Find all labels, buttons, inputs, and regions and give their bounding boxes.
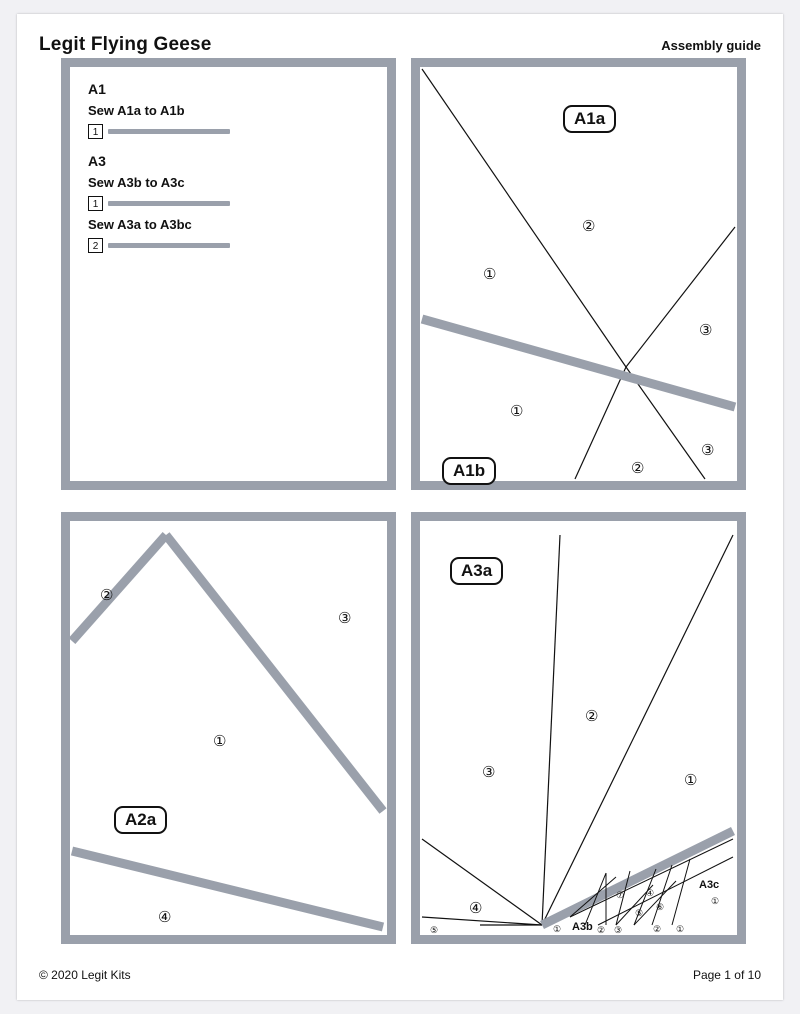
piece-label-a3c: A3c: [699, 879, 720, 891]
seam-number-marker: ②: [585, 708, 599, 725]
document-sheet: [17, 14, 783, 1000]
panel-a1: [411, 58, 746, 490]
seam-number-marker: ③: [338, 610, 352, 627]
instruction-list: [88, 81, 375, 255]
piece-label-a3a: A3a: [450, 557, 503, 585]
seam-number-marker: ④: [469, 900, 483, 917]
seam-number: 1: [88, 124, 103, 139]
panel-instructions: [61, 58, 396, 490]
seam-number-marker: ②: [582, 218, 596, 235]
seam-indicator: [88, 238, 375, 253]
instruction-step-text: Sew A1a to A1b: [88, 103, 185, 118]
seam-number-marker: ③: [614, 925, 623, 935]
panel-a2: [61, 512, 396, 944]
a2-diagram: [70, 521, 387, 935]
piece-label-a1b: A1b: [442, 457, 496, 485]
seam-number-marker: ⑤: [635, 908, 644, 918]
seam-number-marker: ④: [646, 888, 655, 898]
panel-a2-inner: [70, 521, 387, 935]
seam-indicator: [88, 124, 375, 139]
seam-number-marker: ①: [510, 403, 524, 420]
panel-instructions-inner: [70, 67, 387, 481]
seam-number-marker: ⑤: [430, 925, 439, 935]
seam-number-marker: ②: [100, 587, 114, 604]
seam-number-marker: ③: [701, 442, 715, 459]
seam-number-marker: ③: [699, 322, 713, 339]
seam-number-marker: ②: [653, 924, 662, 934]
seam-number: 2: [88, 238, 103, 253]
piece-label-a1a: A1a: [563, 105, 616, 133]
piece-label-a3b: A3b: [572, 921, 593, 933]
seam-indicator: [88, 196, 375, 211]
footer-page-number: Page 1 of 10: [692, 968, 761, 982]
seam-number-marker: ①: [213, 733, 227, 750]
instruction-step-text: Sew A3b to A3c: [88, 175, 185, 190]
seam-number-marker: ①: [684, 772, 698, 789]
page-title: Legit Flying Geese: [39, 34, 212, 55]
seam-number: 1: [88, 196, 103, 211]
footer-copyright: © 2020 Legit Kits: [39, 968, 131, 982]
seam-number-marker: ②: [597, 925, 606, 935]
seam-number-marker: ①: [483, 266, 497, 283]
seam-number-marker: ④: [158, 909, 172, 926]
seam-line-icon: [108, 201, 230, 206]
seam-number-marker: ①: [711, 896, 720, 906]
seam-number-marker: ⑦: [616, 890, 625, 900]
seam-number-marker: ①: [676, 924, 685, 934]
seam-number-marker: ①: [553, 924, 562, 934]
instruction-group-title: A1: [88, 81, 106, 97]
panel-a3: [411, 512, 746, 944]
piece-label-a2a: A2a: [114, 806, 167, 834]
seam-line-icon: [108, 129, 230, 134]
seam-number-marker: ⑥: [656, 902, 665, 912]
seam-number-marker: ③: [482, 764, 496, 781]
instruction-group-title: A3: [88, 153, 106, 169]
document-subtitle: Assembly guide: [661, 38, 761, 53]
seam-line-icon: [108, 243, 230, 248]
seam-number-marker: ②: [631, 460, 645, 477]
instruction-step-text: Sew A3a to A3bc: [88, 217, 192, 232]
